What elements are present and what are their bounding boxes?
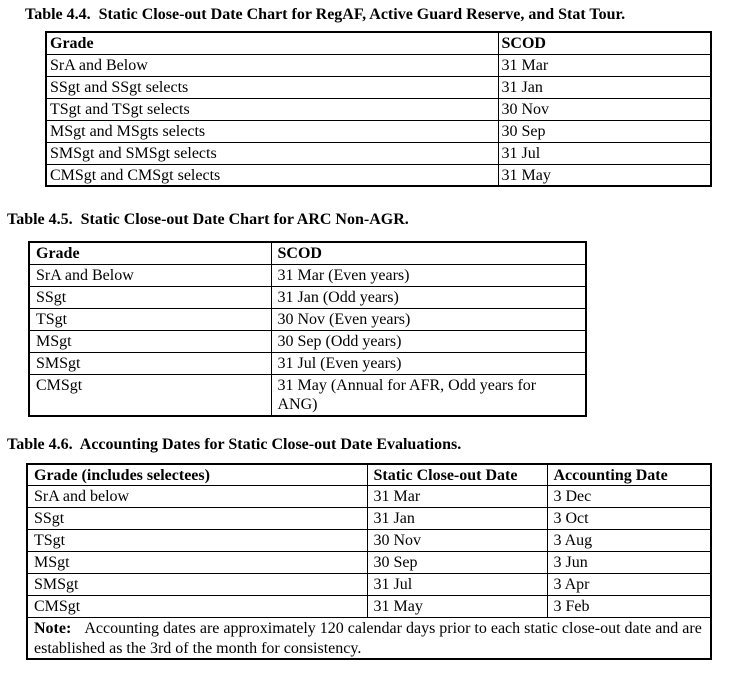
table-row bbox=[29, 352, 586, 374]
static-close-out-date-cell: 31 Jan bbox=[367, 508, 547, 530]
table-4-4 bbox=[45, 31, 712, 187]
grade-cell: SMSgt and SMSgt selects bbox=[46, 142, 498, 164]
header-row bbox=[29, 242, 586, 264]
table-row bbox=[29, 264, 586, 286]
table-4-4-caption: Table 4.4. Static Close-out Date Chart for RegAF, Active Guard Reserve, and Stat Tour. bbox=[25, 6, 626, 23]
scod-cell: 31 Jul bbox=[498, 142, 711, 164]
grade-cell: SrA and below bbox=[27, 486, 367, 508]
grade-cell: MSgt bbox=[29, 330, 271, 352]
scod-cell: 31 Mar (Even years) bbox=[271, 264, 586, 286]
scod-cell: 30 Nov (Even years) bbox=[271, 308, 586, 330]
table-row bbox=[27, 552, 711, 574]
scod-cell: 30 Sep (Odd years) bbox=[271, 330, 586, 352]
header-row bbox=[46, 32, 711, 54]
table-row bbox=[46, 98, 711, 120]
grade-cell: TSgt and TSgt selects bbox=[46, 98, 498, 120]
col-header-grade-includes-selectees: Grade (includes selectees) bbox=[27, 464, 367, 486]
static-close-out-date-cell: 31 May bbox=[367, 596, 547, 618]
grade-cell: CMSgt bbox=[27, 596, 367, 618]
table-row bbox=[27, 530, 711, 552]
note-cell bbox=[27, 618, 711, 660]
accounting-date-cell: 3 Jun bbox=[547, 552, 711, 574]
table-row bbox=[27, 486, 711, 508]
header-row bbox=[27, 464, 711, 486]
col-header-scod: SCOD bbox=[271, 242, 586, 264]
scod-cell: 31 Mar bbox=[498, 54, 711, 76]
scod-cell: 31 Jan (Odd years) bbox=[271, 286, 586, 308]
table-4-5-caption: Table 4.5. Static Close-out Date Chart for ARC Non-AGR. bbox=[7, 211, 409, 228]
document-page bbox=[0, 6, 731, 660]
accounting-date-cell: 3 Apr bbox=[547, 574, 711, 596]
grade-cell: CMSgt bbox=[29, 374, 271, 416]
grade-cell: SMSgt bbox=[27, 574, 367, 596]
grade-cell: MSgt and MSgts selects bbox=[46, 120, 498, 142]
col-header-grade: Grade bbox=[29, 242, 271, 264]
table-4-5 bbox=[28, 241, 587, 417]
col-header-static-close-out-date: Static Close-out Date bbox=[367, 464, 547, 486]
table-row bbox=[46, 120, 711, 142]
grade-cell: TSgt bbox=[27, 530, 367, 552]
table-row bbox=[29, 374, 586, 416]
scod-cell: 30 Nov bbox=[498, 98, 711, 120]
note-text: Accounting dates are approximately 120 calendar days prior to each static close-out date and are established as the 3rd of the month for consistency. bbox=[34, 620, 702, 657]
table-row bbox=[27, 508, 711, 530]
table-row bbox=[29, 330, 586, 352]
accounting-date-cell: 3 Feb bbox=[547, 596, 711, 618]
static-close-out-date-cell: 31 Jul bbox=[367, 574, 547, 596]
table-row bbox=[27, 574, 711, 596]
scod-cell: 31 May bbox=[498, 164, 711, 186]
table-row bbox=[29, 308, 586, 330]
table-row bbox=[46, 54, 711, 76]
grade-cell: MSgt bbox=[27, 552, 367, 574]
table-row bbox=[46, 164, 711, 186]
static-close-out-date-cell: 30 Sep bbox=[367, 552, 547, 574]
scod-cell: 31 May (Annual for AFR, Odd years for ANG) bbox=[271, 374, 586, 416]
table-row bbox=[27, 596, 711, 618]
accounting-date-cell: 3 Dec bbox=[547, 486, 711, 508]
note-row bbox=[27, 618, 711, 660]
grade-cell: SMSgt bbox=[29, 352, 271, 374]
grade-cell: SrA and Below bbox=[29, 264, 271, 286]
table-4-6-caption: Table 4.6. Accounting Dates for Static Close-out Date Evaluations. bbox=[7, 435, 462, 453]
static-close-out-date-cell: 30 Nov bbox=[367, 530, 547, 552]
note-label: Note: bbox=[34, 620, 72, 637]
table-row bbox=[29, 286, 586, 308]
grade-cell: SrA and Below bbox=[46, 54, 498, 76]
grade-cell: SSgt and SSgt selects bbox=[46, 76, 498, 98]
col-header-accounting-date: Accounting Date bbox=[547, 464, 711, 486]
table-row bbox=[46, 76, 711, 98]
grade-cell: CMSgt and CMSgt selects bbox=[46, 164, 498, 186]
grade-cell: TSgt bbox=[29, 308, 271, 330]
static-close-out-date-cell: 31 Mar bbox=[367, 486, 547, 508]
scod-cell: 30 Sep bbox=[498, 120, 711, 142]
col-header-grade: Grade bbox=[46, 32, 498, 54]
grade-cell: SSgt bbox=[27, 508, 367, 530]
col-header-scod: SCOD bbox=[498, 32, 711, 54]
scod-cell: 31 Jul (Even years) bbox=[271, 352, 586, 374]
table-4-6 bbox=[26, 463, 712, 661]
grade-cell: SSgt bbox=[29, 286, 271, 308]
table-row bbox=[46, 142, 711, 164]
scod-cell: 31 Jan bbox=[498, 76, 711, 98]
accounting-date-cell: 3 Aug bbox=[547, 530, 711, 552]
accounting-date-cell: 3 Oct bbox=[547, 508, 711, 530]
